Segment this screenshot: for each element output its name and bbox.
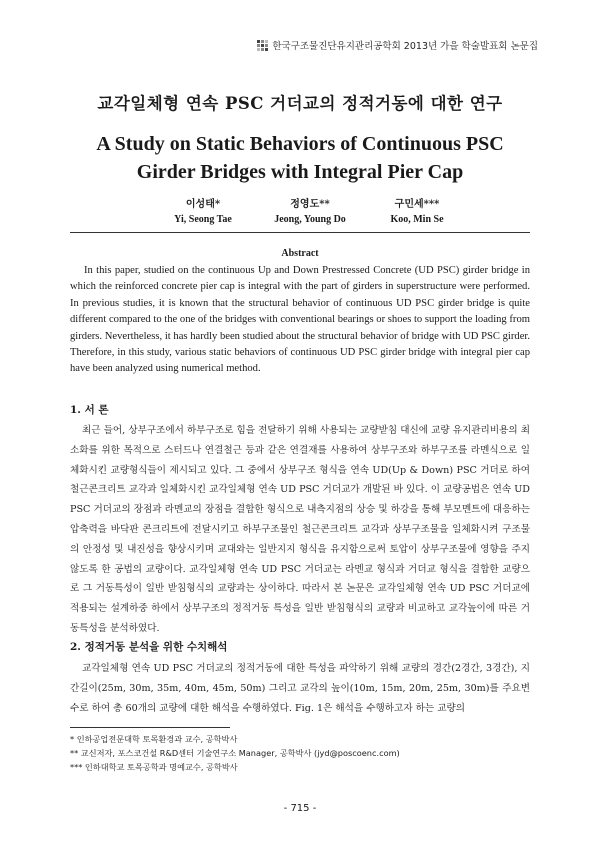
author-name-english: Jeong, Young Do	[274, 214, 346, 225]
author-name-korean: 정영도**	[290, 199, 330, 210]
author-name-korean: 이성태*	[185, 199, 221, 210]
abstract-heading: Abstract	[281, 248, 319, 259]
section-2-body: 교각일체형 연속 UD PSC 거더교의 정적거동에 대한 특성을 파악하기 위해 교량의 경간(2경간, 3경간), 지간길이(25m, 30m, 35m, 40m, 45m, 50m) 그리고 교각의 높이(10m, 15m, 20m, 25m, 30m)를 주요변수로 하여 총 60개의 교량에 대한 해석을 수행하였다. Fig. 1은 해석을 수행하고자 하는 교량의	[70, 663, 530, 714]
section-2-heading: 2. 정적거동 분석을 위한 수치해석	[70, 641, 228, 653]
section-1-heading: 1. 서 론	[70, 404, 109, 416]
title-english: A Study on Static Behaviors of Continuous PSC Girder Bridges with Integral Pier Cap	[96, 133, 504, 183]
footnote-divider	[70, 727, 230, 728]
author-name-korean: 구민세***	[394, 199, 440, 210]
abstract-text: In this paper, studied on the continuous Up and Down Prestressed Concrete (UD PSC) girder bridge in which the reinforced concrete pier cap is integral with the part of girders in superstructure were performed. In previous studies, it is known that the structural behavior of continuous UD PSC girder bridge is quite different compared to the one of the bridges with conventional bearings or shoes to support the loading from girders. Nevertheless, it has hardly been studied about the structural behavior of bridge with UD PSC girder. Therefore, in this study, various static behaviors of continuous UD PSC girder bridge with integral pier cap have been analyzed using numerical method.	[70, 265, 530, 375]
section-1-body: 최근 들어, 상부구조에서 하부구조로 힘을 전달하기 위해 사용되는 교량받침 대신에 교량 유지관리비용의 최소화를 위한 목적으로 스터드나 연결철근 등과 같은 연결재를 사용하여 상부구조와 하부구조를 라멘식으로 일체화시킨 교량형식들이 제시되고 있다. 그 중에서 상부구조 형식을 연속 UD(Up & Down) PSC 거더로 하여 철근콘크리트 교각과 일체화시킨 교각일체형 연속 UD PSC 거더교가 개발된 바 있다. 이 교량공법은 연속 UD PSC 거더교의 장점과 라멘교의 장점을 결합한 형식으로 내측지점의 상승 및 하강을 통해 부모멘트에 대응하는 압축력을 바닥판 콘크리트에 전달시키고 하부구조물인 철근콘크리트 교각과 상부구조물을 일체화시켜 구조물의 안정성 및 내진성을 향상시키며 교대와는 일반지지 형식을 유지함으로써 토압이 상부구조물에 영향을 주지 않도록 한 공법의 교량이다. 교각일체형 연속 UD PSC 거더교는 라멘교 형식과 거더교 형식을 결합한 교량으로 그 거동특성이 일반 받침형식의 교량과는 상이하다. 따라서 본 논문은 교각일체형 연속 UD PSC 거더교에 적용되는 설계하중 하에서 상부구조의 정적거동 특성을 일반 받침형식의 교량과 비교하고 교각높이에 따른 거동특성을 분석하였다.	[70, 425, 530, 634]
footnote: *** 인하대학교 토목공학과 명예교수, 공학박사	[70, 762, 238, 772]
author-name-english: Yi, Seong Tae	[174, 214, 232, 225]
title-korean: 교각일체형 연속 PSC 거더교의 정적거동에 대한 연구	[97, 94, 503, 113]
dotted-square-icon	[257, 40, 268, 51]
author-3	[364, 197, 470, 227]
footnote: * 인하공업전문대학 토목환경과 교수, 공학박사	[70, 734, 238, 744]
author-2	[257, 197, 363, 227]
page-number: - 715 -	[283, 803, 317, 814]
author-name-english: Koo, Min Se	[390, 214, 444, 225]
title-divider	[70, 232, 530, 233]
running-title: 한국구조물진단유지관리공학회 2013년 가을 학술발표회 논문집	[272, 41, 538, 52]
running-header	[257, 38, 538, 52]
footnotes	[70, 732, 530, 774]
footnote: ** 교신저자, 포스코건설 R&D센터 기술연구소 Manager, 공학박사 (jyd@poscoenc.com)	[70, 748, 400, 758]
author-1	[150, 197, 256, 227]
author-list	[150, 197, 470, 227]
